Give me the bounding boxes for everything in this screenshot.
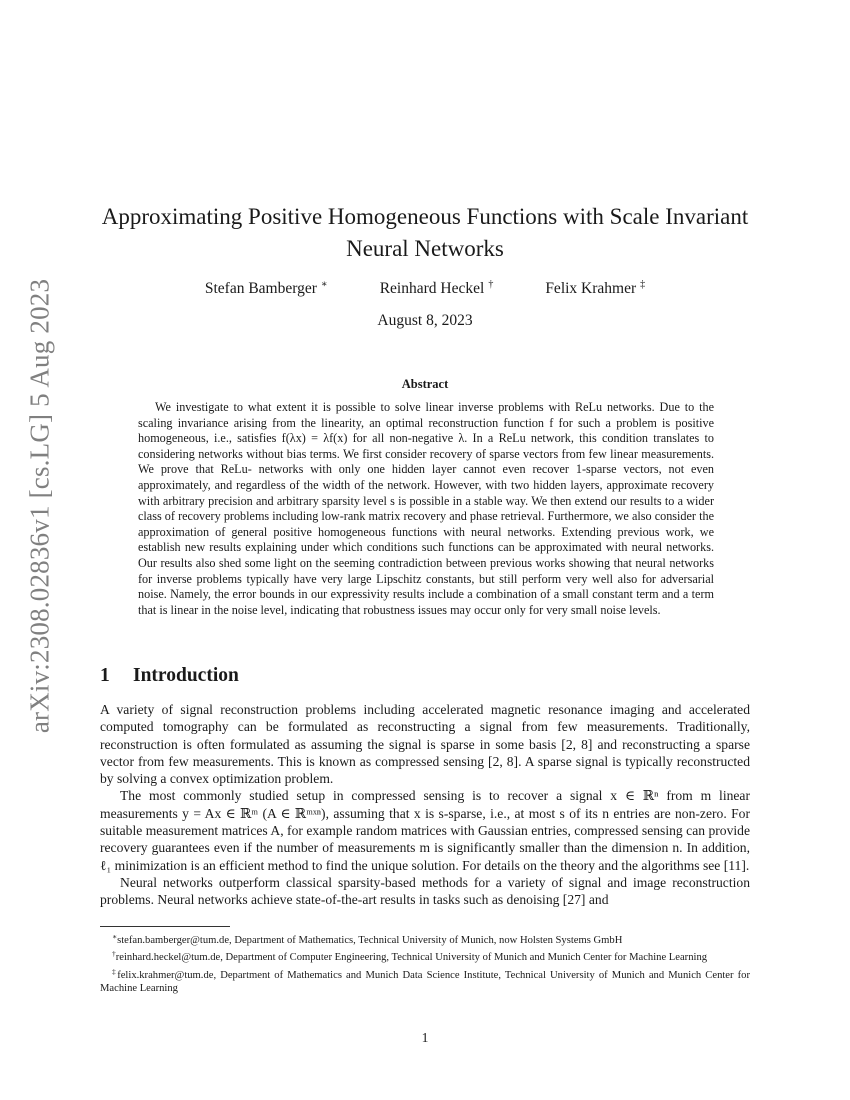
- footnotes: [100, 930, 750, 995]
- author: [205, 279, 328, 298]
- author-name: Stefan Bamberger: [204, 280, 317, 297]
- footnote-mark: ∗: [112, 932, 118, 941]
- body-paragraph: A variety of signal reconstruction problems including accelerated magnetic resonance imaging and accelerated computed tomography can be formulated as reconstructing a signal from few measurements. Traditionally, reconstruction is often formulated as assuming the signal is sparse in some basis [2, 8] and reconstructing a sparse vector from few measurements. This is known as compressed sensing [2, 8]. A sparse signal is typically reconstructed by solving a convex optimization problem.: [100, 702, 750, 787]
- author-footnote-mark[interactable]: †: [488, 279, 494, 290]
- section-title: Introduction: [133, 665, 239, 686]
- author-name: Felix Krahmer: [545, 280, 637, 297]
- page-number: 1: [421, 1030, 429, 1045]
- footnote-mark: ‡: [112, 966, 118, 976]
- abstract-text: We investigate to what extent it is possible to solve linear inverse problems with ReLu networks. Due to the scaling invariance arising from the linearity, an optimal reconstruction function f for such a problem is positive homogeneous, i.e., satisfies f(λx) = λf(x) for all non-negative λ. In a ReLu network, this condition translates to considering networks without bias terms. We first consider recovery of sparse vectors from few linear measurements. We prove that ReLu- networks with only one hidden layer cannot even recover 1-sparse vectors, not even approximately, and regardless of the width of the network. However, with two hidden layers, approximate recovery with arbitrary precision and arbitrary sparsity level s is possible in a stable way. We then extend our results to a wider class of recovery problems including low-rank matrix recovery and phase retrieval. Furthermore, we also consider the approximation of general positive homogeneous functions with neural networks. Extending previous work, we establish new results explaining under which conditions such functions can be approximated with neural networks. Our results also shed some light on the seeming contradiction between previous works showing that neural networks for inverse problems typically have very large Lipschitz constants, but still perform very well also for adversarial noise. Namely, the error bounds in our expressivity results include a combination of a small constant term and a term that is linear in the noise level, indicating that robustness issues may occur only for very small noise levels.: [138, 400, 714, 617]
- author: [545, 279, 645, 298]
- arxiv-identifier-stamp: arXiv:2308.02836v1 [cs.LG] 5 Aug 2023: [24, 278, 55, 734]
- footnote-divider: [100, 926, 230, 927]
- section-heading: [100, 665, 239, 687]
- footnote: [100, 947, 750, 964]
- footnote-text: stefan.bamberger@tum.de, Department of Mathematics, Technical University of Munich, now Holsten Systems GmbH: [117, 935, 623, 946]
- abstract-heading: Abstract: [401, 377, 449, 391]
- body-paragraph: The most commonly studied setup in compressed sensing is to recover a signal x ∈ ℝⁿ from m linear measurements y = Ax ∈ ℝᵐ (A ∈ ℝᵐˣⁿ), assuming that x is s-sparse, i.e., at most s of its n entries are non-zero. For suitable measurement matrices A, for example random matrices with Gaussian entries, compressed sensing can provide recovery guarantees even if the number of measurements m is significantly smaller than the dimension n. In addition, ℓ₁ minimization is an efficient method to find the unique solution. For details on the theory and the algorithms see [11].: [100, 788, 750, 873]
- footnote-text: reinhard.heckel@tum.de, Department of Computer Engineering, Technical University of Munich and Munich Center for Machine Learning: [115, 952, 708, 964]
- author-list: [100, 279, 750, 298]
- footnote-mark: †: [112, 949, 116, 959]
- publication-date: August 8, 2023: [377, 312, 473, 329]
- footnote: [100, 930, 750, 947]
- introduction-body: [100, 701, 750, 909]
- body-paragraph: Neural networks outperform classical sparsity-based methods for a variety of signal and image reconstruction problems. Neural networks achieve state-of-the-art results in tasks such as denoising [27] and: [100, 874, 750, 908]
- author-footnote-mark[interactable]: ‡: [640, 279, 646, 290]
- author: [380, 279, 494, 298]
- author-footnote-mark[interactable]: ∗: [320, 279, 328, 290]
- footnote-text: felix.krahmer@tum.de, Department of Mathematics and Munich Data Science Institute, Technical University of Munich and Munich Center for Machine Learning: [100, 969, 750, 994]
- footnote: [100, 965, 750, 996]
- author-name: Reinhard Heckel: [379, 280, 485, 297]
- section-number: 1: [100, 665, 110, 686]
- paper-title: Approximating Positive Homogeneous Functions with Scale Invariant Neural Networks: [101, 204, 749, 261]
